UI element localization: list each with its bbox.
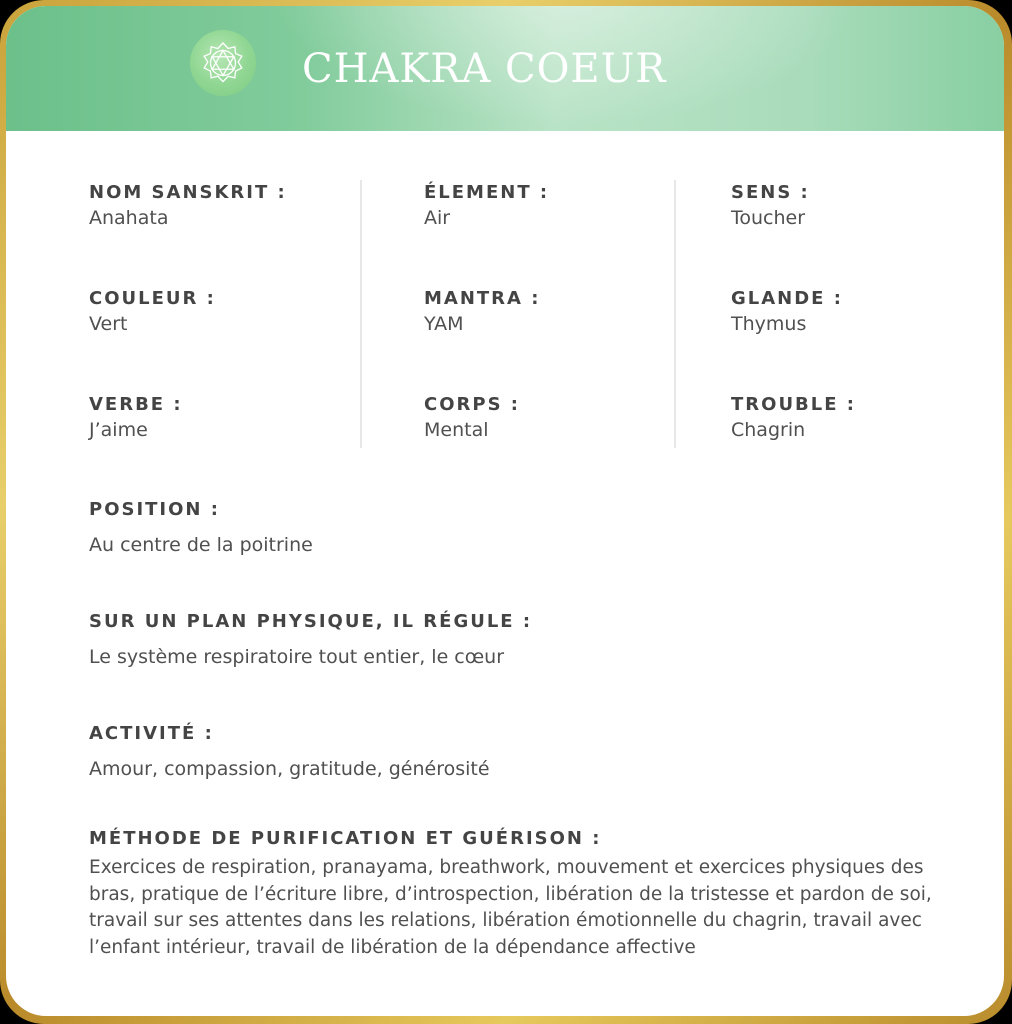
- field-sens: [731, 182, 810, 232]
- section-value: Le système respiratoire tout entier, le cœur: [89, 646, 505, 668]
- section-position: [89, 499, 313, 559]
- field-label: SENS :: [731, 182, 810, 203]
- section-regulation: [89, 611, 532, 671]
- field-value: J’aime: [89, 419, 148, 441]
- column-divider: [674, 180, 676, 448]
- anahata-heart-chakra-icon: [190, 30, 256, 96]
- section-label: SUR UN PLAN PHYSIQUE, IL RÉGULE :: [89, 611, 533, 632]
- field-glande: [731, 288, 843, 338]
- field-value: Toucher: [731, 207, 806, 229]
- card-header: [6, 6, 1004, 131]
- chakra-card: [6, 6, 1004, 1016]
- field-value: Vert: [89, 313, 128, 335]
- section-label: ACTIVITÉ :: [89, 723, 214, 744]
- field-element: [424, 182, 549, 232]
- section-activite: [89, 723, 490, 783]
- column-divider: [360, 180, 362, 448]
- field-label: ÉLEMENT :: [424, 182, 550, 203]
- field-value: YAM: [424, 313, 464, 335]
- field-label: TROUBLE :: [731, 394, 857, 415]
- section-label: MÉTHODE DE PURIFICATION ET GUÉRISON :: [89, 828, 602, 849]
- field-value: Thymus: [731, 313, 807, 335]
- field-label: MANTRA :: [424, 288, 541, 309]
- card-title: CHAKRA COEUR: [302, 46, 667, 92]
- field-value: Mental: [424, 419, 489, 441]
- field-label: NOM SANSKRIT :: [89, 182, 287, 203]
- section-value: Au centre de la poitrine: [89, 534, 313, 556]
- field-verbe: [89, 394, 183, 444]
- field-label: COULEUR :: [89, 288, 216, 309]
- field-nom-sanskrit: [89, 182, 287, 232]
- field-value: Anahata: [89, 207, 169, 229]
- field-trouble: [731, 394, 856, 444]
- field-value: Chagrin: [731, 419, 806, 441]
- field-corps: [424, 394, 520, 444]
- section-value: Exercices de respiration, pranayama, breathwork, mouvement et exercices physiques des bras, pratique de l’écriture libre, d’introspection, libération de la tristesse et pardon de soi, travail sur ses attentes dans les relations, libération émotionnelle du chagrin, travail avec l’enfant intérieur, travail de libération de la dépendance affective: [89, 857, 932, 958]
- field-mantra: [424, 288, 540, 338]
- field-value: Air: [424, 207, 451, 229]
- field-label: CORPS :: [424, 394, 520, 415]
- field-label: VERBE :: [89, 394, 183, 415]
- field-couleur: [89, 288, 216, 338]
- section-methode: [89, 828, 969, 961]
- section-label: POSITION :: [89, 499, 220, 520]
- field-label: GLANDE :: [731, 288, 843, 309]
- section-value: Amour, compassion, gratitude, générosité: [89, 758, 490, 780]
